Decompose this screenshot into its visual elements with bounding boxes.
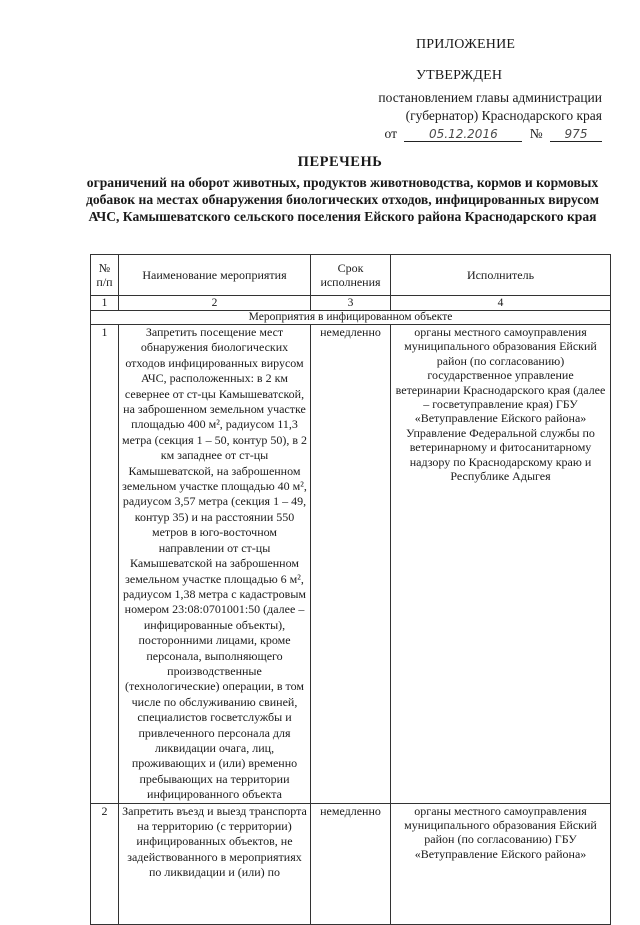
row-number: 2 (91, 803, 119, 924)
col-number: 1 (91, 296, 119, 311)
number-prefix: № (529, 126, 543, 141)
header-executor: Исполнитель (391, 255, 611, 296)
decree-date-number (385, 126, 603, 142)
document-title: ПЕРЕЧЕНЬ (297, 154, 383, 170)
decree-date: 05.12.2016 (404, 127, 522, 142)
table-header-row (91, 255, 611, 296)
approved-label: УТВЕРЖДЕН (416, 68, 503, 83)
row-term: немедленно (311, 803, 391, 924)
measures-table (90, 254, 611, 925)
section-title: Мероприятия в инфицированном объекте (91, 311, 611, 325)
col-number: 4 (391, 296, 611, 311)
document-subtitle: ограничений на оборот животных, продуктов животноводства, кормов и кормовых добавок на местах обнаружения биологических отходов, инфицированных вирусом АЧС, Камышеватского сельского поселения Ейского района Краснодарского края (85, 175, 600, 224)
header-name: Наименование мероприятия (119, 255, 311, 296)
col-number: 2 (119, 296, 311, 311)
row-executor: органы местного самоуправления муниципального образования Ейский район (по согласованию) государственное управление ветеринарии Краснодарского края (далее – госветуправление края) ГБУ «Ветуправление Ейского района» Управление Федеральной службы по ветеринарному и фитосанитарному надзору по Краснодарскому краю и Республике Адыгея (391, 325, 611, 804)
decree-number: 975 (550, 127, 602, 142)
row-action: Запретить посещение мест обнаружения биологических отходов инфицированных вирусом АЧС, расположенных: в 2 км севернее от ст-цы Камышеватской, на заброшенном земельном участке площадью 400 м², радиусом 11,3 метра (секция 1 – 50, контур 50), в 2 км западнее от ст-цы Камышеватской, на заброшенном земельном участке площадью 40 м², радиусом 3,57 метра (секция 1 – 49, контур 35) и на расстоянии 550 метров в юго-восточном направлении от ст-цы Камышеватской на заброшенном земельном участке площадью 6 м², радиусом 1,38 метра с кадастровым номером 23:08:0701001:50 (далее – инфицированные объекты), посторонними лицами, кроме персонала, выполняющего производственные (технологические) операции, в том числе по обслуживанию свиней, специалистов госветслужбы и привлеченного персонала для ликвидации очага, лиц, проживающих и (или) временно пребывающих на территории инфицированного объекта (119, 325, 311, 804)
row-number: 1 (91, 325, 119, 804)
date-prefix: от (384, 126, 397, 141)
table-row (91, 325, 611, 804)
decree-line-1: постановлением главы администрации (378, 90, 602, 105)
section-row (91, 311, 611, 325)
decree-line-2: (губернатор) Краснодарского края (405, 108, 602, 123)
row-term: немедленно (311, 325, 391, 804)
appendix-label: ПРИЛОЖЕНИЕ (416, 37, 516, 52)
table-row (91, 803, 611, 924)
column-number-row (91, 296, 611, 311)
row-executor: органы местного самоуправления муниципального образования Ейский район (по согласованию) ГБУ «Ветуправление Ейского района» (391, 803, 611, 924)
header-term: Срок исполнения (311, 255, 391, 296)
row-action: Запретить въезд и выезд транспорта на территорию (с территории) инфицированных объектов, не задействованного в мероприятиях по ликвидации и (или) по (119, 803, 311, 924)
header-num: № п/п (91, 255, 119, 296)
col-number: 3 (311, 296, 391, 311)
